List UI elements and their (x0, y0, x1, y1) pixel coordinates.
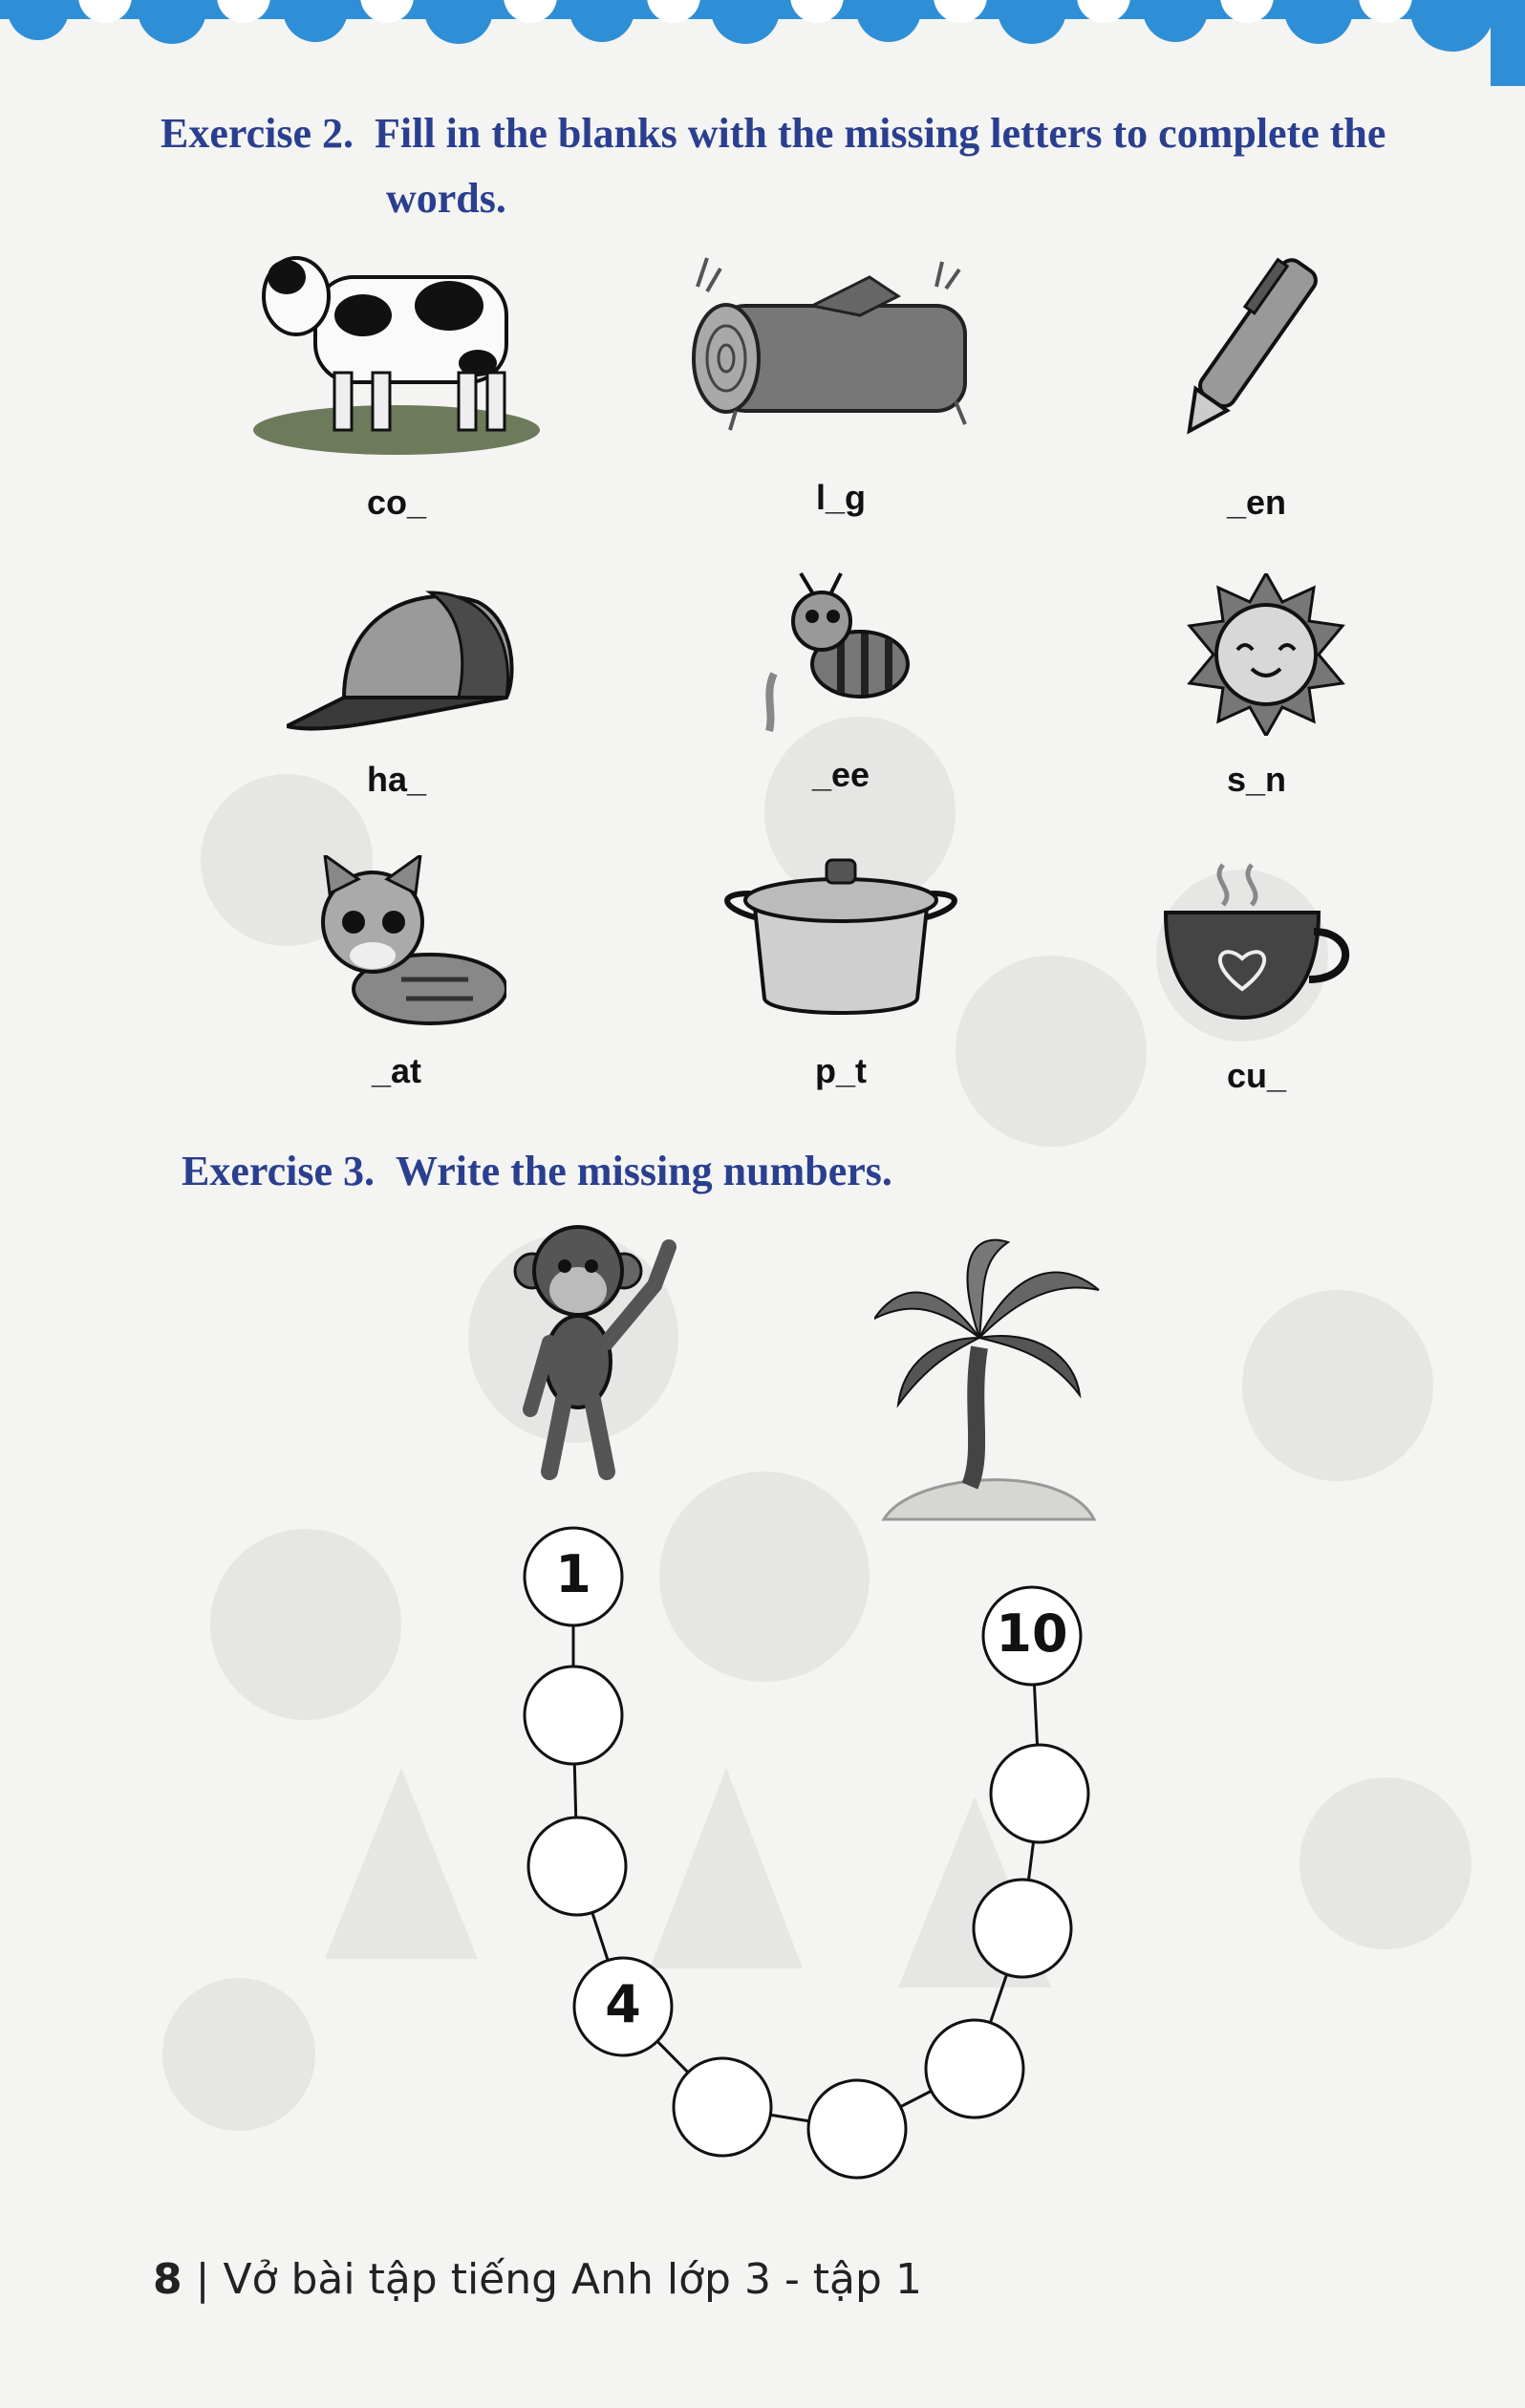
number-circle[interactable] (674, 2058, 771, 2156)
exercise-3-number: Exercise 3. (182, 1148, 376, 1194)
word-en: _en (1226, 483, 1287, 522)
page-footer: 8 | Vở bài tập tiếng Anh lớp 3 - tập 1 (153, 2255, 922, 2304)
chain-link (900, 2091, 931, 2107)
word-pt: p_t (815, 1051, 867, 1090)
chain-link (990, 1974, 1006, 2022)
chain-link (657, 2041, 688, 2073)
chain-link (1028, 1842, 1033, 1881)
chain-link (1034, 1685, 1037, 1745)
word-at: _at (371, 1051, 422, 1090)
page-number: 8 (153, 2255, 183, 2304)
chain-link (770, 2115, 808, 2121)
word-co: co_ (366, 483, 427, 522)
word-sn: s_n (1226, 760, 1287, 799)
number-circle[interactable] (525, 1666, 622, 1764)
word-ha: ha_ (366, 760, 427, 799)
exercise-2-instruction: Fill in the blanks with the missing letters to complete the (375, 110, 1386, 157)
number-circle[interactable] (528, 1817, 626, 1915)
word-lg: l_g (815, 478, 866, 517)
word-ee: _ee (811, 755, 870, 794)
number-circle[interactable] (926, 2020, 1023, 2118)
book-title: Vở bài tập tiếng Anh lớp 3 - tập 1 (223, 2255, 922, 2304)
circle-number: 10 (996, 1603, 1068, 1664)
word-cu: cu_ (1226, 1056, 1287, 1095)
circle-number: 4 (605, 1974, 641, 2034)
chain-link (574, 1764, 575, 1817)
chain-link (592, 1912, 608, 1960)
circle-number: 1 (555, 1544, 591, 1604)
number-circle[interactable] (808, 2080, 906, 2178)
exercise-3-instruction: Write the missing numbers. (396, 1148, 892, 1194)
number-circle[interactable] (991, 1745, 1088, 1842)
exercise-2-title-line2: words. (386, 175, 506, 222)
number-circle[interactable] (974, 1880, 1071, 1977)
exercise-2-number: Exercise 2. (161, 110, 354, 157)
